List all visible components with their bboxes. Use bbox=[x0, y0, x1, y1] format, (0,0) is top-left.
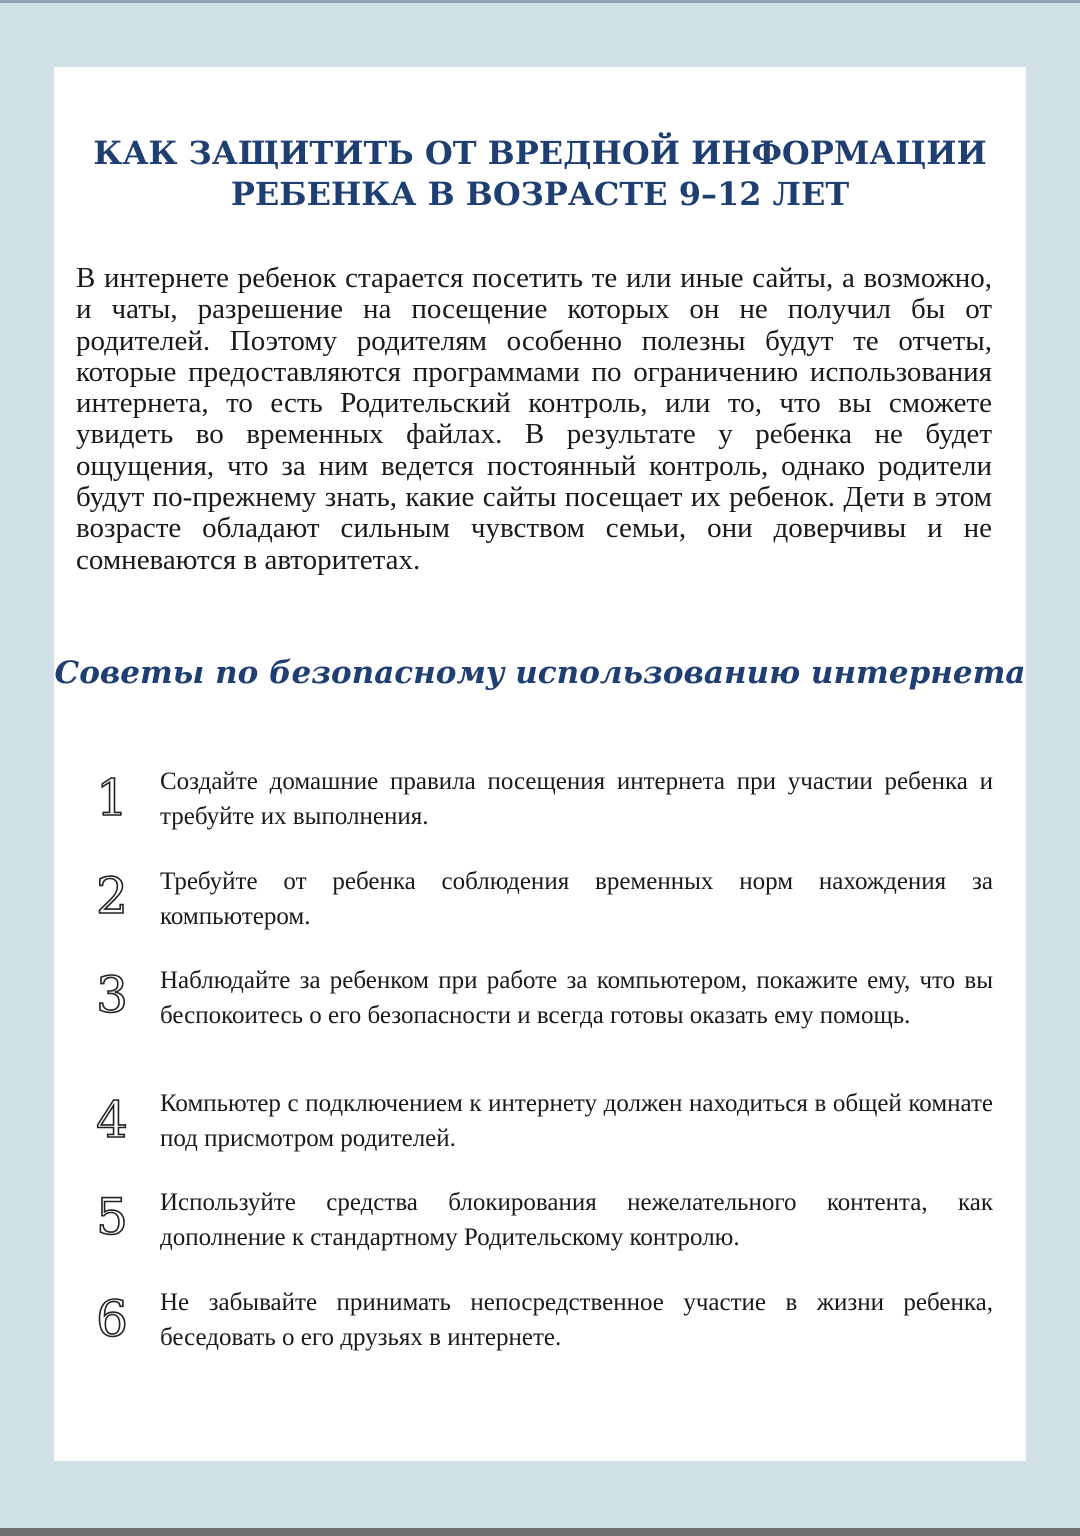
bottom-border bbox=[0, 1528, 1080, 1536]
tip-text-2: Требуйте от ребенка соблюдения временных норм нахождения за компьютером. bbox=[160, 868, 993, 930]
tip-text-3: Наблюдайте за ребенком при работе за компьютером, покажите ему, что вы беспокоитесь о его безопасности и всегда готовы оказать ему помощь. bbox=[160, 967, 993, 1029]
top-border bbox=[0, 0, 1080, 3]
tip-number-5: 5 bbox=[96, 1188, 128, 1246]
tip-number-4: 4 bbox=[96, 1091, 128, 1149]
tip-number-2: 2 bbox=[96, 867, 128, 925]
page-title bbox=[54, 133, 1026, 215]
intro-paragraph: В интернете ребенок старается посетить те или иные сайты, а возможно, и чаты, разрешение на посещение которых он не получил бы от родителей. Поэтому родителям особенно полезны будут те отчеты, которые предоставляются программами по ограничению использования интернета, то есть Родительский контроль, или то, что вы сможете увидеть во временных файлах. В результате у ребенка не будет ощущения, что за ним ведется постоянный контроль, однако родители будут по-прежнему знать, какие сайты посещает их ребенок. Дети в этом возрасте обладают сильным чувством семьи, они доверчивы и не сомневаются в авторитетах. bbox=[76, 262, 992, 576]
tip-number-6: 6 bbox=[96, 1290, 128, 1348]
tip-text-1: Создайте домашние правила посещения интернета при участии ребенка и требуйте их выполнения. bbox=[160, 768, 993, 830]
tip-number-3: 3 bbox=[96, 966, 128, 1024]
document-page bbox=[54, 67, 1026, 1461]
tip-text-4: Компьютер с подключением к интернету должен находиться в общей комнате под присмотром родителей. bbox=[160, 1090, 993, 1152]
tip-number-1: 1 bbox=[96, 769, 128, 827]
page-title-line-1: КАК ЗАЩИТИТЬ ОТ ВРЕДНОЙ ИНФОРМАЦИИ bbox=[93, 134, 987, 172]
page-title-line-2: РЕБЕНКА В ВОЗРАСТЕ 9–12 ЛЕТ bbox=[230, 175, 850, 213]
tips-heading: Советы по безопасному использованию интернета bbox=[54, 655, 1026, 691]
tip-text-6: Не забывайте принимать непосредственное участие в жизни ребенка, беседовать о его друзьях в интернете. bbox=[160, 1289, 993, 1351]
tip-text-5: Используйте средства блокирования нежелательного контента, как дополнение к стандартному Родительскому контролю. bbox=[160, 1189, 993, 1251]
